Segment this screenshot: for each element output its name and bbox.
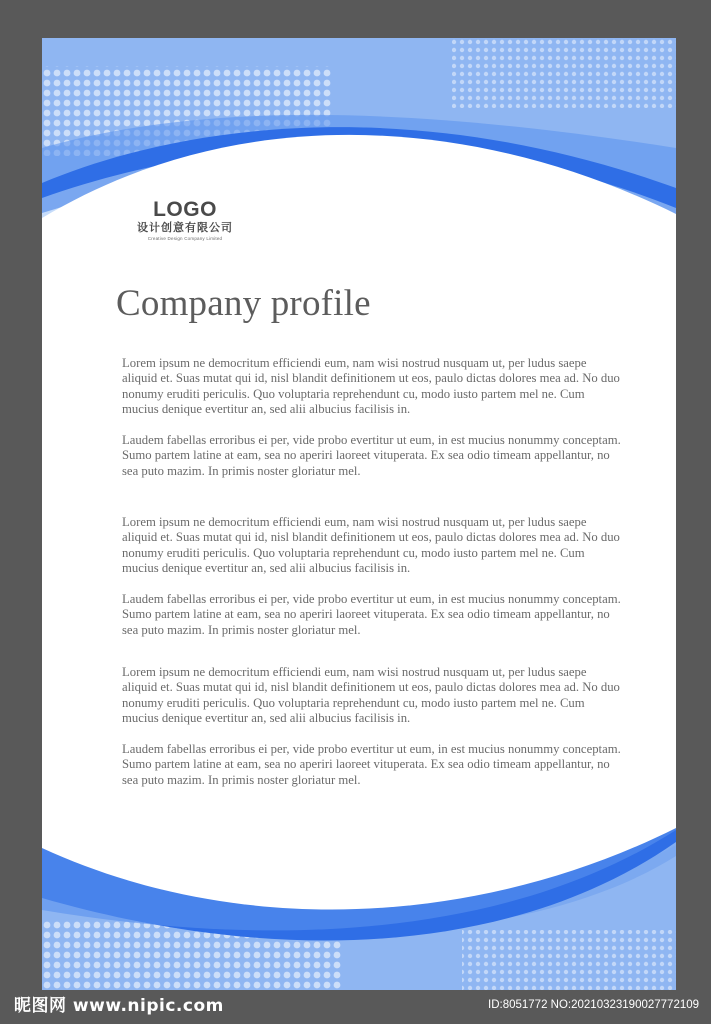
site-watermark: 昵图网 www.nipic.com (14, 996, 224, 1016)
company-logo (120, 198, 250, 242)
company-name-chinese: 设计创意有限公司 (137, 221, 233, 234)
paragraph-5: Lorem ipsum ne democritum efficiendi eum, nam wisi nostrud nusquam ut, per ludus saepe aliquid et. Suas mutat qui id, nisl blandit definitionem ut eos, paulo dictas dolores mea ad. No duo nonumy eruditi periculis. Quo voluptaria reprehendunt cu, modo iusto partem mel ne. Cum mucius denique evertitur an, sed alii albucius facilisis in. (122, 665, 620, 726)
page-title: Company profile (116, 283, 371, 324)
logo-wordmark: LOGO (153, 198, 217, 221)
company-name-english: Creative Design Company Limited (147, 236, 223, 241)
paragraph-2: Laudem fabellas erroribus ei per, vide probo evertitur ut eum, in est mucius nonummy conceptam. Sumo partem latine at eam, sea no aperiri laoreet vituperata. Ex sea odio timeam appellantur, no sea puto mazim. In primis noster gloriatur mel. (122, 433, 621, 478)
paragraph-4: Laudem fabellas erroribus ei per, vide probo evertitur ut eum, in est mucius nonummy conceptam. Sumo partem latine at eam, sea no aperiri laoreet vituperata. Ex sea odio timeam appellantur, no sea puto mazim. In primis noster gloriatur mel. (122, 592, 621, 637)
image-id-watermark: ID:8051772 NO:20210323190027772109 (488, 999, 700, 1011)
paragraph-3: Lorem ipsum ne democritum efficiendi eum, nam wisi nostrud nusquam ut, per ludus saepe aliquid et. Suas mutat qui id, nisl blandit definitionem ut eos, paulo dictas dolores mea ad. No duo nonumy eruditi periculis. Quo voluptaria reprehendunt cu, modo iusto partem mel ne. Cum mucius denique evertitur an, sed alii albucius facilisis in. (122, 515, 620, 576)
paragraph-6: Laudem fabellas erroribus ei per, vide probo evertitur ut eum, in est mucius nonummy conceptam. Sumo partem latine at eam, sea no aperiri laoreet vituperata. Ex sea odio timeam appellantur, no sea puto mazim. In primis noster gloriatur mel. (122, 742, 621, 787)
letterhead-page (42, 38, 676, 990)
bottom-wave-decoration (42, 800, 676, 990)
paragraph-1: Lorem ipsum ne democritum efficiendi eum, nam wisi nostrud nusquam ut, per ludus saepe aliquid et. Suas mutat qui id, nisl blandit definitionem ut eos, paulo dictas dolores mea ad. No duo nonumy eruditi periculis. Quo voluptaria reprehendunt cu, modo iusto partem mel ne. Cum mucius denique evertitur an, sed alii albucius facilisis in. (122, 356, 620, 417)
